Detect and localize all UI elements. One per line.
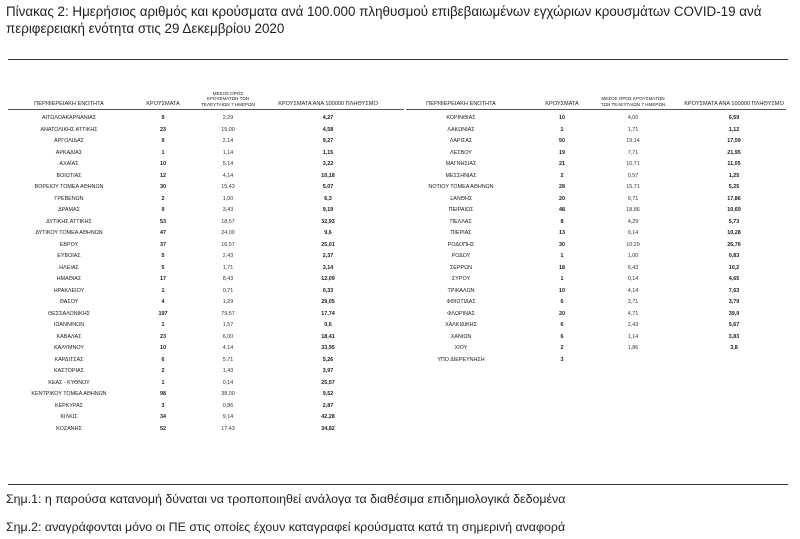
table-row (8, 286, 404, 298)
cell-cases: 18 (559, 264, 565, 271)
cell-cases: 98 (160, 391, 166, 397)
cell-cases-per-100k: 5,25 (728, 184, 740, 190)
cell-region: ΚΟΖΑΝΗΣ (56, 425, 82, 432)
cell-7day-average: 10,29 (626, 241, 640, 248)
cell-7day-average: 15,71 (626, 184, 640, 190)
cell-7day-average: 2,29 (222, 115, 234, 121)
note-1: Σημ.1: η παρούσα κατανομή δύναται να τροποποιηθεί ανάλογα τα διαθέσιμα επιδημιολογικά δεδομένα (6, 492, 566, 506)
table-row (406, 286, 786, 298)
cell-region: ΛΑΚΩΝΙΑΣ (447, 126, 475, 133)
table-row (8, 389, 404, 401)
header-cases-per-100k: ΚΡΟΥΣΜΑΤΑ ΑΝΑ 100000 ΠΛΗΘΥΣΜΟ (278, 100, 378, 107)
cell-7day-average: 1,14 (627, 333, 639, 340)
cell-region: ΛΕΣΒΟΥ (450, 149, 472, 156)
cell-cases: 10 (160, 161, 166, 167)
cell-7day-average: 38,00 (221, 391, 235, 397)
cell-cases: 1 (560, 253, 564, 259)
cell-cases-per-100k: 25,57 (321, 379, 335, 386)
table-row (8, 355, 404, 367)
table-row (8, 412, 404, 424)
title-divider (8, 59, 788, 60)
table-row (406, 159, 786, 171)
cell-region: ΒΟΡΕΙΟΥ ΤΟΜΕΑ ΑΘΗΝΩΝ (34, 184, 104, 190)
cell-7day-average: 2,14 (222, 138, 234, 144)
cell-7day-average: 7,71 (627, 149, 639, 156)
cell-cases: 1 (560, 276, 564, 282)
cell-region: ΧΑΛΚΙΔΙΚΗΣ (445, 322, 477, 328)
cell-region: ΙΩΑΝΝΙΝΩΝ (53, 322, 85, 328)
table-row (8, 332, 404, 344)
header-7day-average: ΜΕΣΟΣ ΟΡΟΣ ΚΡΟΥΣΜΑΤΩΝ ΤΩΝ ΤΕΛΕΥΤΑΙΩΝ 7 ΗΜΕΡΩΝ (201, 90, 255, 107)
cell-7day-average: 79,57 (221, 310, 235, 317)
cell-7day-average: 6,43 (627, 264, 639, 271)
cell-7day-average: 8,43 (222, 276, 234, 282)
cell-cases: 47 (160, 230, 166, 236)
header-region: ΠΕΡΙΦΕΡΕΙΑΚΗ ΕΝΟΤΗΤΑ (34, 100, 104, 107)
cell-7day-average: 18,86 (626, 207, 640, 213)
cell-region: ΞΑΝΘΗΣ (449, 195, 473, 202)
table-row (8, 125, 404, 137)
cell-region: ΥΠΟ ΔΙΕΡΕΥΝΗΣΗ (437, 356, 485, 363)
cell-region: ΜΕΣΣΗΝΙΑΣ (445, 172, 477, 179)
table-row (406, 125, 786, 137)
cell-7day-average: 1,86 (627, 345, 639, 351)
cell-cases-per-100k: 3,14 (322, 264, 334, 271)
cell-region: ΘΑΣΟΥ (59, 299, 79, 305)
table-row (406, 343, 786, 355)
cell-7day-average: 4,14 (222, 345, 234, 351)
table-title: Πίνακας 2: Ημερήσιος αριθμός και κρούσματα ανά 100.000 πληθυσμού επιβεβαιωμένων εγχώριων κρουσμάτων COVID-19 ανά περιφερειακή ενότητα στις 29 Δεκεμβρίου 2020 (6, 4, 762, 36)
cell-cases-per-100k: 10,18 (321, 172, 335, 179)
cell-cases-per-100k: 17,74 (321, 310, 335, 317)
table-row (406, 240, 786, 252)
cell-region: ΑΡΚΑΔΙΑΣ (55, 149, 83, 156)
cell-7day-average: 1,43 (222, 368, 234, 374)
cell-7day-average: 19,14 (626, 138, 640, 144)
cell-cases: 2 (560, 172, 564, 179)
cell-cases-per-100k: 3,22 (322, 161, 334, 167)
cell-cases-per-100k: 10,2 (728, 264, 740, 271)
cell-cases: 4 (161, 299, 165, 305)
cell-region: ΡΟΔΟΠΗΣ (447, 241, 475, 248)
cell-cases-per-100k: 33,95 (321, 345, 335, 351)
cell-7day-average: 4,14 (627, 287, 639, 294)
cell-cases: 2 (161, 195, 165, 202)
cell-region: ΠΕΛΛΑΣ (450, 218, 472, 225)
cell-cases: 52 (160, 425, 166, 432)
header-cases-per-100k: ΚΡΟΥΣΜΑΤΑ ΑΝΑ 100000 ΠΛΗΘΥΣΜΟ (684, 100, 784, 107)
table-row (406, 274, 786, 286)
cell-cases: 20 (559, 195, 565, 202)
cell-7day-average: 0,14 (222, 379, 234, 386)
table-row (8, 194, 404, 206)
cell-region: ΔΥΤΙΚΟΥ ΤΟΜΕΑ ΑΘΗΝΩΝ (35, 230, 103, 236)
cell-region: ΚΙΛΚΙΣ (60, 414, 78, 420)
cell-7day-average: 1,71 (222, 264, 234, 271)
cell-cases: 50 (559, 138, 565, 144)
table-row (8, 113, 404, 125)
header-cases: ΚΡΟΥΣΜΑΤΑ (146, 100, 180, 107)
cell-cases: 6 (560, 333, 564, 340)
table-row (8, 240, 404, 252)
cell-region: ΧΑΝΙΩΝ (450, 333, 472, 340)
cell-region: ΑΝΑΤΟΛΙΚΗΣ ΑΤΤΙΚΗΣ (40, 126, 98, 133)
header-7day-average: ΜΕΣΟΣ ΟΡΟΣ ΚΡΟΥΣΜΑΤΩΝ ΤΩΝ ΤΕΛΕΥΤΑΙΩΝ 7 ΗΜΕΡΩΝ (600, 96, 666, 107)
cell-cases-per-100k: 18,41 (321, 333, 335, 340)
cell-cases: 3 (161, 402, 165, 409)
cell-cases-per-100k: 3,8 (730, 345, 738, 351)
table-row (8, 320, 404, 332)
cell-cases: 9 (161, 138, 165, 144)
cell-cases-per-100k: 5,26 (322, 356, 334, 363)
cell-region: ΗΛΕΙΑΣ (59, 264, 79, 271)
cell-cases: 1 (161, 287, 165, 294)
cell-region: ΦΘΙΩΤΙΔΑΣ (446, 299, 476, 305)
cell-region: ΚΕΑΣ - ΚΥΘΝΟΥ (48, 379, 90, 386)
cell-7day-average: 6,00 (222, 333, 234, 340)
cell-7day-average: 0,86 (222, 402, 234, 409)
cell-region: ΜΑΓΝΗΣΙΑΣ (445, 161, 477, 167)
cell-cases-per-100k: 3,83 (728, 333, 740, 340)
cell-7day-average: 1,00 (222, 195, 234, 202)
cell-cases: 13 (559, 230, 565, 236)
cell-region: ΚΑΒΑΛΑΣ (56, 333, 82, 340)
table-row (8, 343, 404, 355)
table-row (406, 171, 786, 183)
cell-7day-average: 2,43 (222, 253, 234, 259)
cell-cases-per-100k: 32,93 (321, 218, 335, 225)
cell-cases: 23 (160, 126, 166, 133)
cell-region: ΗΜΑΘΙΑΣ (56, 276, 82, 282)
cell-cases: 19 (559, 149, 565, 156)
cell-region: ΘΕΣΣΑΛΟΝΙΚΗΣ (48, 310, 90, 317)
cell-cases-per-100k: 12,09 (321, 276, 335, 282)
cell-7day-average: 5,14 (222, 161, 234, 167)
cell-cases: 21 (559, 161, 565, 167)
table-row (406, 355, 786, 367)
table-row (8, 205, 404, 217)
cell-region: ΕΥΒΟΙΑΣ (57, 253, 81, 259)
table-row (406, 136, 786, 148)
cell-cases-per-100k: 39,9 (728, 310, 740, 317)
cell-cases-per-100k: 17,86 (727, 195, 741, 202)
cell-cases-per-100k: 5,07 (322, 184, 334, 190)
cell-cases-per-100k: 17,59 (727, 138, 741, 144)
cell-cases-per-100k: 9,52 (322, 391, 334, 397)
cell-region: ΑΧΑΪΑΣ (59, 161, 79, 167)
cell-region: ΔΥΤΙΚΗΣ ΑΤΤΙΚΗΣ (46, 218, 92, 225)
cell-7day-average: 24,00 (221, 230, 235, 236)
cell-7day-average: 4,00 (627, 115, 639, 121)
cell-cases-per-100k: 4,65 (728, 276, 740, 282)
cell-region: ΚΕΡΚΥΡΑΣ (54, 402, 84, 409)
cell-cases: 23 (160, 333, 166, 340)
cell-cases-per-100k: 6,59 (728, 115, 740, 121)
table-row (8, 309, 404, 321)
cell-region: ΚΕΝΤΡΙΚΟΥ ΤΟΜΕΑ ΑΘΗΝΩΝ (31, 391, 107, 397)
header-region: ΠΕΡΙΦΕΡΕΙΑΚΗ ΕΝΟΤΗΤΑ (426, 100, 496, 107)
cell-cases-per-100k: 1,12 (728, 126, 740, 133)
cell-7day-average: 18,57 (221, 218, 235, 225)
cell-7day-average: 15,00 (221, 126, 235, 133)
cell-region: ΗΡΑΚΛΕΙΟΥ (53, 287, 85, 294)
cell-7day-average: 0,14 (627, 276, 639, 282)
cell-7day-average: 3,43 (222, 207, 234, 213)
cell-7day-average: 9,14 (627, 230, 639, 236)
cell-cases-per-100k: 5,73 (728, 218, 740, 225)
cell-region: ΡΟΔΟΥ (451, 253, 471, 259)
table-row (406, 205, 786, 217)
cell-cases: 20 (559, 310, 565, 317)
table-row (406, 332, 786, 344)
table-row (8, 228, 404, 240)
note-2: Σημ.2: αναγράφονται μόνο οι ΠΕ στις οποίες έχουν καταγραφεί κρούσματα κατά τη σημερινή αναφορά (6, 520, 566, 534)
cell-cases-per-100k: 2,37 (322, 253, 334, 259)
table-row (406, 320, 786, 332)
cell-cases: 28 (559, 184, 565, 190)
cell-cases-per-100k: 34,82 (321, 425, 335, 432)
cell-cases-per-100k: 9,6 (324, 230, 332, 236)
cell-cases: 5 (161, 253, 165, 259)
cell-cases-per-100k: 0,33 (322, 287, 334, 294)
cell-cases: 6 (560, 322, 564, 328)
cell-cases: 10 (559, 287, 565, 294)
table-row (406, 251, 786, 263)
cell-cases-per-100k: 10,69 (727, 207, 741, 213)
cell-7day-average: 9,14 (222, 414, 234, 420)
cell-cases: 48 (559, 207, 565, 213)
table-header (406, 90, 786, 108)
cell-cases-per-100k: 25,01 (321, 241, 335, 248)
cell-cases-per-100k: 11,05 (727, 161, 741, 167)
cell-7day-average: 17,43 (221, 425, 235, 432)
cell-region: ΑΡΓΟΛΙΔΑΣ (54, 138, 84, 144)
table-row (406, 228, 786, 240)
cell-region: ΠΙΕΡΙΑΣ (450, 230, 472, 236)
cell-cases-per-100k: 3,97 (322, 368, 334, 374)
cell-region: ΒΟΙΩΤΙΑΣ (56, 172, 82, 179)
cell-7day-average: 9,71 (627, 195, 639, 202)
table-row (8, 171, 404, 183)
table-row (406, 263, 786, 275)
cell-cases: 197 (158, 310, 168, 317)
table-row (8, 159, 404, 171)
cell-7day-average: 0,71 (222, 287, 234, 294)
cell-region: ΔΡΑΜΑΣ (58, 207, 80, 213)
table-row (8, 182, 404, 194)
cell-7day-average: 1,29 (222, 299, 234, 305)
cell-cases: 10 (160, 345, 166, 351)
cell-cases: 17 (160, 276, 166, 282)
table-row (8, 217, 404, 229)
cell-cases-per-100k: 2,87 (322, 402, 334, 409)
cell-cases-per-100k: 3,79 (728, 299, 740, 305)
cell-cases-per-100k: 29,05 (321, 299, 335, 305)
cell-cases: 6 (161, 356, 165, 363)
cell-region: ΕΒΡΟΥ (59, 241, 79, 248)
table-row (406, 148, 786, 160)
cell-7day-average: 10,71 (626, 161, 640, 167)
cell-7day-average: 1,71 (627, 126, 639, 133)
cell-cases: 9 (161, 207, 165, 213)
table-row (8, 251, 404, 263)
table-row (8, 274, 404, 286)
table-header (8, 90, 404, 108)
cell-cases-per-100k: 0,83 (728, 253, 740, 259)
cell-cases-per-100k: 1,25 (728, 172, 740, 179)
table-body (8, 113, 404, 435)
cell-region: ΚΑΡΔΙΤΣΑΣ (54, 356, 84, 363)
cell-cases-per-100k: 9,27 (322, 138, 334, 144)
cell-region: ΚΑΛΥΜΝΟΥ (54, 345, 84, 351)
cell-cases: 30 (160, 184, 166, 190)
table-row (406, 113, 786, 125)
cell-region: ΦΛΩΡΙΝΑΣ (447, 310, 475, 317)
table-row (8, 401, 404, 413)
table-row (406, 297, 786, 309)
cell-region: ΚΟΡΙΝΘΙΑΣ (446, 115, 476, 121)
cell-cases: 3 (560, 356, 564, 363)
table-row (8, 366, 404, 378)
cell-cases: 1 (161, 322, 165, 328)
cell-cases: 10 (559, 115, 565, 121)
right-table (406, 90, 786, 366)
table-row (8, 148, 404, 160)
cell-cases: 53 (160, 218, 166, 225)
cell-cases-per-100k: 21,95 (727, 149, 741, 156)
cell-cases: 1 (161, 379, 165, 386)
cell-region: ΣΥΡΟΥ (451, 276, 471, 282)
cell-cases-per-100k: 0,6 (324, 322, 332, 328)
cell-region: ΛΑΡΙΣΑΣ (449, 138, 473, 144)
cell-7day-average: 0,57 (627, 172, 639, 179)
cell-7day-average: 5,71 (222, 356, 234, 363)
cell-region: ΚΑΣΤΟΡΙΑΣ (54, 368, 84, 374)
cell-region: ΑΙΤΩΛΟΑΚΑΡΝΑΝΙΑΣ (41, 115, 97, 121)
cell-7day-average: 1,00 (627, 253, 639, 259)
cell-cases-per-100k: 7,63 (728, 287, 740, 294)
cell-region: ΓΡΕΒΕΝΩΝ (54, 195, 84, 202)
cell-cases-per-100k: 42,28 (321, 414, 335, 420)
table-row (406, 309, 786, 321)
cell-7day-average: 4,14 (222, 172, 234, 179)
table-row (8, 297, 404, 309)
cell-region: ΧΙΟΥ (454, 345, 468, 351)
cell-cases-per-100k: 4,58 (322, 126, 334, 133)
cell-cases: 6 (560, 299, 564, 305)
table-row (8, 136, 404, 148)
table-row (406, 194, 786, 206)
table-row (8, 378, 404, 390)
cell-cases-per-100k: 10,28 (727, 230, 741, 236)
cell-7day-average: 1,57 (222, 322, 234, 328)
cell-cases: 9 (161, 115, 165, 121)
cell-region: ΝΟΤΙΟΥ ΤΟΜΕΑ ΑΘΗΝΩΝ (428, 184, 494, 190)
cell-7day-average: 4,71 (627, 310, 639, 317)
header-divider (8, 109, 404, 110)
cell-region: ΠΕΙΡΑΙΩΣ (448, 207, 474, 213)
cell-7day-average: 1,14 (222, 149, 234, 156)
table-body (406, 113, 786, 366)
cell-7day-average: 16,57 (221, 241, 235, 248)
cell-cases-per-100k: 26,76 (727, 241, 741, 248)
cell-cases: 1 (161, 149, 165, 156)
header-cases: ΚΡΟΥΣΜΑΤΑ (545, 100, 579, 107)
cell-cases: 1 (560, 126, 564, 133)
cell-cases-per-100k: 1,15 (322, 149, 334, 156)
cell-cases: 8 (560, 218, 564, 225)
cell-region: ΤΡΙΚΑΛΩΝ (447, 287, 475, 294)
header-divider (406, 109, 786, 110)
cell-cases-per-100k: 6,3 (324, 195, 332, 202)
table-row (406, 182, 786, 194)
cell-cases: 2 (560, 345, 564, 351)
cell-cases-per-100k: 5,67 (728, 322, 740, 328)
cell-cases: 5 (161, 264, 165, 271)
left-table (8, 90, 404, 435)
cell-cases: 37 (160, 241, 166, 248)
cell-7day-average: 3,71 (627, 299, 639, 305)
cell-cases-per-100k: 4,27 (322, 115, 334, 121)
table-row (8, 263, 404, 275)
cell-7day-average: 2,43 (627, 322, 639, 328)
table-row (406, 217, 786, 229)
table-row (8, 424, 404, 436)
cell-cases: 2 (161, 368, 165, 374)
cell-cases-per-100k: 9,19 (322, 207, 334, 213)
cell-7day-average: 15,43 (221, 184, 235, 190)
cell-region: ΣΕΡΡΩΝ (449, 264, 473, 271)
bottom-divider (8, 484, 788, 485)
cell-cases: 34 (160, 414, 166, 420)
cell-cases: 30 (559, 241, 565, 248)
cell-cases: 12 (160, 172, 166, 179)
cell-7day-average: 4,29 (627, 218, 639, 225)
